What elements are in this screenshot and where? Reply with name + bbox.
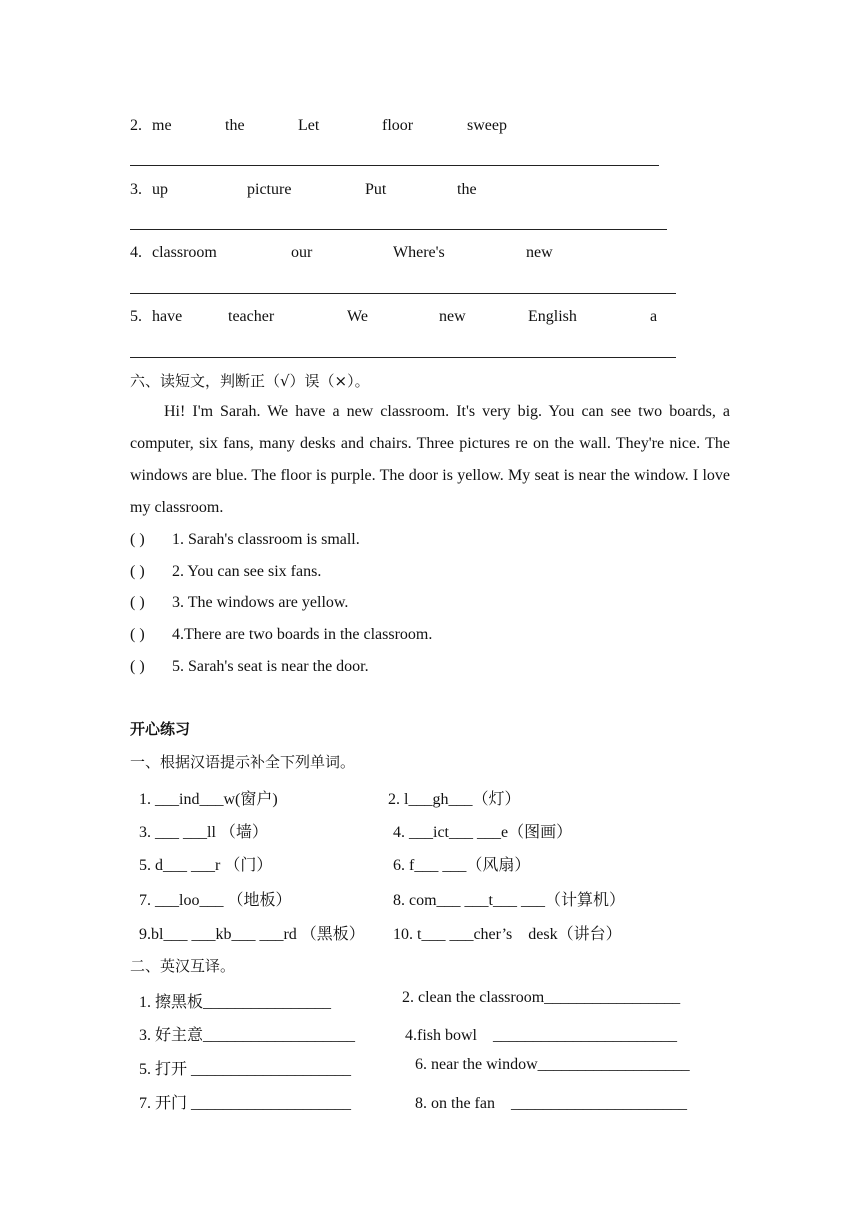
word-item[interactable]: 6. f___ ___（风扇） [393, 857, 531, 874]
translation-item[interactable]: 6. near the window___________________ [415, 1056, 690, 1073]
section-heading: 六、读短文，判断正（√）误（×）。 [130, 372, 370, 390]
practice-title: 开心练习 [130, 720, 191, 738]
scramble-word: new [439, 308, 466, 325]
scramble-word: the [225, 117, 245, 134]
question-number: 2. [130, 117, 142, 134]
word-item[interactable]: 8. com___ ___t___ ___（计算机） [393, 892, 625, 909]
answer-parentheses[interactable]: ( ) [130, 594, 145, 611]
scramble-word: new [526, 244, 553, 261]
scramble-word: We [347, 308, 368, 325]
word-item[interactable]: 7. ___loo___ （地板） [139, 892, 292, 909]
scramble-word: me [152, 117, 172, 134]
word-item[interactable]: 4. ___ict___ ___e（图画） [393, 824, 573, 841]
question-number: 5. [130, 308, 142, 325]
scramble-word: teacher [228, 308, 275, 325]
scramble-word: the [457, 181, 477, 198]
translation-item[interactable]: 1. 擦黑板________________ [139, 994, 332, 1011]
scramble-word: Put [365, 181, 387, 198]
passage-text: Hi! I'm Sarah. We have a new classroom. It's very big. You can see two boards, a computer, six fans, many desks and chairs. Three pictures re on the wall. They're nice. The windows are blue. The floor is purple. The door is yellow. My seat is near the window. I love my classroom. [130, 403, 730, 516]
translation-item[interactable]: 3. 好主意___________________ [139, 1027, 356, 1044]
statement-text: 2. You can see six fans. [172, 563, 322, 580]
answer-parentheses[interactable]: ( ) [130, 563, 145, 580]
statement-text: 1. Sarah's classroom is small. [172, 531, 360, 548]
answer-line[interactable] [130, 293, 676, 294]
translation-item[interactable]: 5. 打开 ____________________ [139, 1061, 352, 1078]
word-item[interactable]: 1. ___ind___w(窗户) [139, 791, 278, 808]
scramble-word: a [650, 308, 658, 325]
word-item[interactable]: 10. t___ ___cher’s desk（讲台） [393, 926, 622, 943]
part1-heading: 一、根据汉语提示补全下列单词。 [130, 753, 356, 771]
statement-text: 4.There are two boards in the classroom. [172, 626, 433, 643]
scramble-word: have [152, 308, 183, 325]
scramble-word: floor [382, 117, 414, 134]
scramble-word: English [528, 308, 577, 325]
statement-text: 3. The windows are yellow. [172, 594, 349, 611]
reading-passage [130, 396, 730, 524]
scramble-word: Where's [393, 244, 445, 261]
answer-line[interactable] [130, 229, 667, 230]
word-item[interactable]: 5. d___ ___r （门） [139, 857, 273, 874]
question-number: 3. [130, 181, 142, 198]
translation-item[interactable]: 8. on the fan ______________________ [415, 1095, 687, 1112]
answer-parentheses[interactable]: ( ) [130, 658, 145, 675]
answer-parentheses[interactable]: ( ) [130, 531, 145, 548]
translation-item[interactable]: 4.fish bowl _______________________ [405, 1027, 678, 1044]
answer-parentheses[interactable]: ( ) [130, 626, 145, 643]
scramble-word: picture [247, 181, 292, 198]
answer-line[interactable] [130, 165, 659, 166]
statement-text: 5. Sarah's seat is near the door. [172, 658, 369, 675]
part2-heading: 二、英汉互译。 [130, 957, 236, 975]
scramble-word: up [152, 181, 168, 198]
scramble-word: Let [298, 117, 320, 134]
answer-line[interactable] [130, 357, 676, 358]
translation-item[interactable]: 2. clean the classroom_________________ [402, 989, 681, 1006]
word-item[interactable]: 2. l___gh___（灯） [388, 791, 521, 808]
translation-item[interactable]: 7. 开门 ____________________ [139, 1095, 352, 1112]
question-number: 4. [130, 244, 142, 261]
scramble-word: our [291, 244, 313, 261]
scramble-word: sweep [467, 117, 507, 134]
word-item[interactable]: 9.bl___ ___kb___ ___rd （黑板） [139, 926, 365, 943]
word-item[interactable]: 3. ___ ___ll （墙） [139, 824, 268, 841]
scramble-word: classroom [152, 244, 217, 261]
